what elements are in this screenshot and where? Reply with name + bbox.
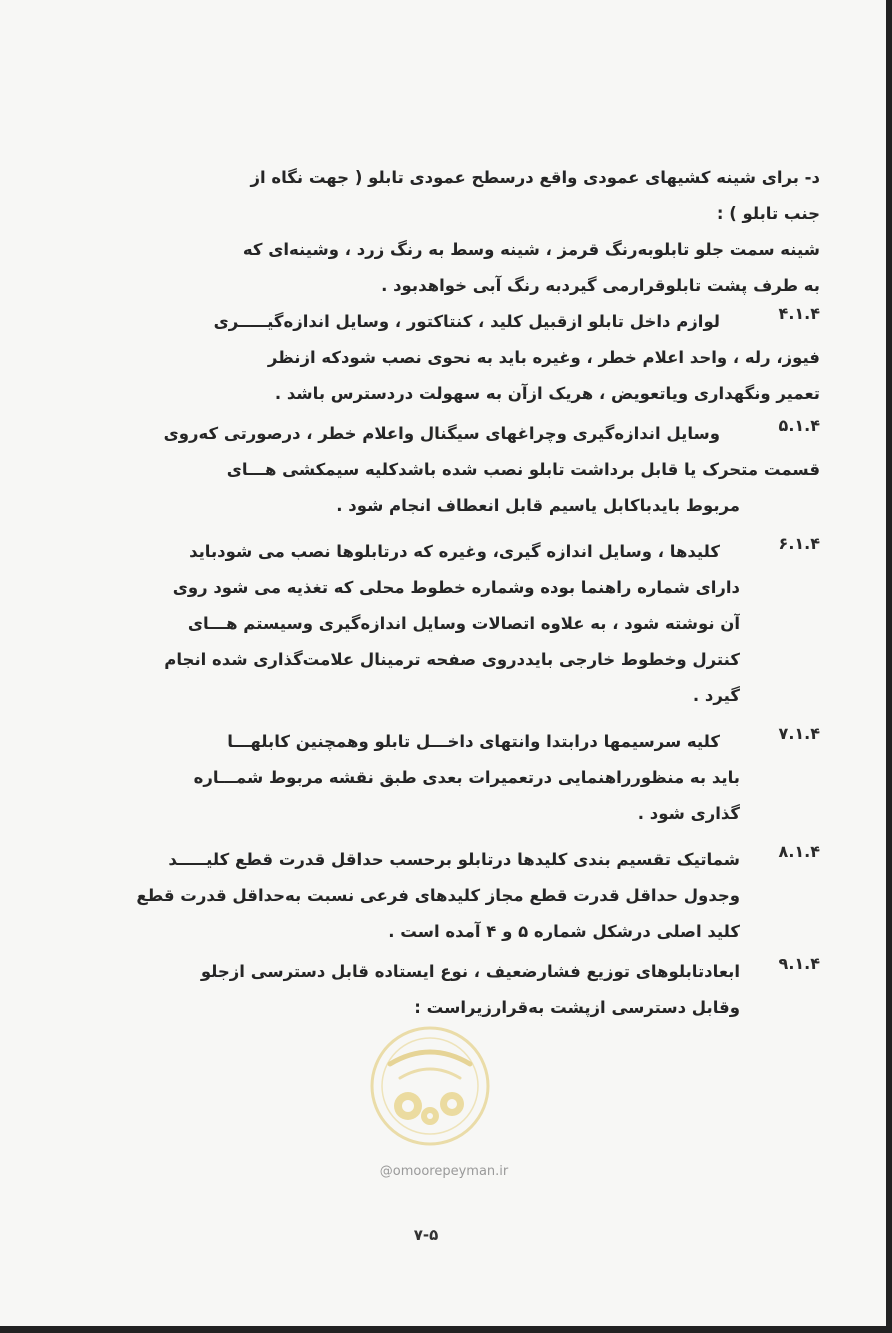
text-line: باید به منظورراهنمایی درتعمیرات بعدی طبق نقشه مربوط شمـــاره [193, 768, 740, 787]
page-number: ۷-۵ [413, 1226, 439, 1244]
text-line: جنب تابلو ) : [716, 204, 820, 223]
text-line: کلیه سرسیمها درابتدا وانتهای داخـــل تابلو وهمچنین کابلهـــا [227, 732, 720, 751]
text-line: شماتیک تقسیم بندی کلیدها درتابلو برحسب حداقل قدرت قطع کلیـــــد [168, 850, 740, 869]
text-line: تعمیر ونگهداری ویاتعویض ، هریک ازآن به سهولت دردسترس باشد . [274, 384, 820, 403]
section-6-1-4 [70, 534, 820, 714]
text-line: وجدول حداقل قدرت قطع مجاز کلیدهای فرعی نسبت به‌حداقل قدرت قطع [136, 886, 740, 905]
intro-paragraph [70, 160, 820, 304]
section-number: ۶.۱.۴ [778, 534, 820, 553]
text-line: کنترل وخطوط خارجی بایددروی صفحه ترمینال علامت‌گذاری شده انجام [164, 650, 740, 669]
text-line: قسمت متحرک یا قابل برداشت تابلو نصب شده باشدکلیه سیمکشی هـــای [226, 460, 820, 479]
text-line: د- برای شینه کشیهای عمودی واقع درسطح عمودی تابلو ( جهت نگاه از [250, 168, 820, 187]
section-8-1-4 [70, 842, 820, 950]
text-line: گیرد . [692, 686, 740, 705]
section-number: ۸.۱.۴ [778, 842, 820, 861]
section-number: ۹.۱.۴ [778, 954, 820, 973]
text-line: لوازم داخل تابلو ازقبیل کلید ، کنتاکتور ، وسایل اندازه‌گیـــــری [213, 312, 720, 331]
text-line: شینه سمت جلو تابلوبه‌رنگ قرمز ، شینه وسط به رنگ زرد ، وشینه‌ای که [242, 240, 820, 259]
scan-border-bottom [0, 1326, 892, 1333]
text-line: به طرف پشت تابلوقرارمی گیردبه رنگ آبی خواهدبود . [381, 276, 820, 295]
document-body [70, 160, 820, 1026]
text-line: آن نوشته شود ، به علاوه اتصالات وسایل اندازه‌گیری وسیستم هـــای [187, 614, 740, 633]
section-number: ۴.۱.۴ [778, 304, 820, 323]
section-number: ۷.۱.۴ [778, 724, 820, 743]
scan-border-right [886, 0, 892, 1333]
text-line: وسایل اندازه‌گیری وچراغهای سیگنال واعلام خطر ، درصورتی که‌روی [163, 424, 720, 443]
text-line: کلیدها ، وسایل اندازه گیری، وغیره که درتابلوها نصب می شودباید [189, 542, 720, 561]
text-line: کلید اصلی درشکل شماره ۵ و ۴ آمده است . [388, 922, 740, 941]
section-9-1-4 [70, 954, 820, 1026]
text-line: فیوز، رله ، واحد اعلام خطر ، وغیره باید به نحوی نصب شودکه ازنظر [267, 348, 820, 367]
section-number: ۵.۱.۴ [778, 416, 820, 435]
text-line: وقابل دسترسی ازپشت به‌قرارزیراست : [414, 998, 740, 1017]
section-7-1-4 [70, 724, 820, 832]
watermark-logo-icon [350, 1020, 510, 1160]
section-4-1-4 [70, 304, 820, 412]
text-line: دارای شماره راهنما بوده وشماره خطوط محلی که تغذیه می شود روی [172, 578, 740, 597]
section-5-1-4 [70, 416, 820, 524]
text-line: ابعادتابلوهای توزیع فشارضعیف ، نوع ایستاده قابل دسترسی ازجلو [200, 962, 740, 981]
text-line: مربوط بایدباکابل یاسیم قابل انعطاف انجام شود . [336, 496, 740, 515]
watermark-text: @omoorepeyman.ir [379, 1164, 509, 1179]
text-line: گذاری شود . [637, 804, 740, 823]
